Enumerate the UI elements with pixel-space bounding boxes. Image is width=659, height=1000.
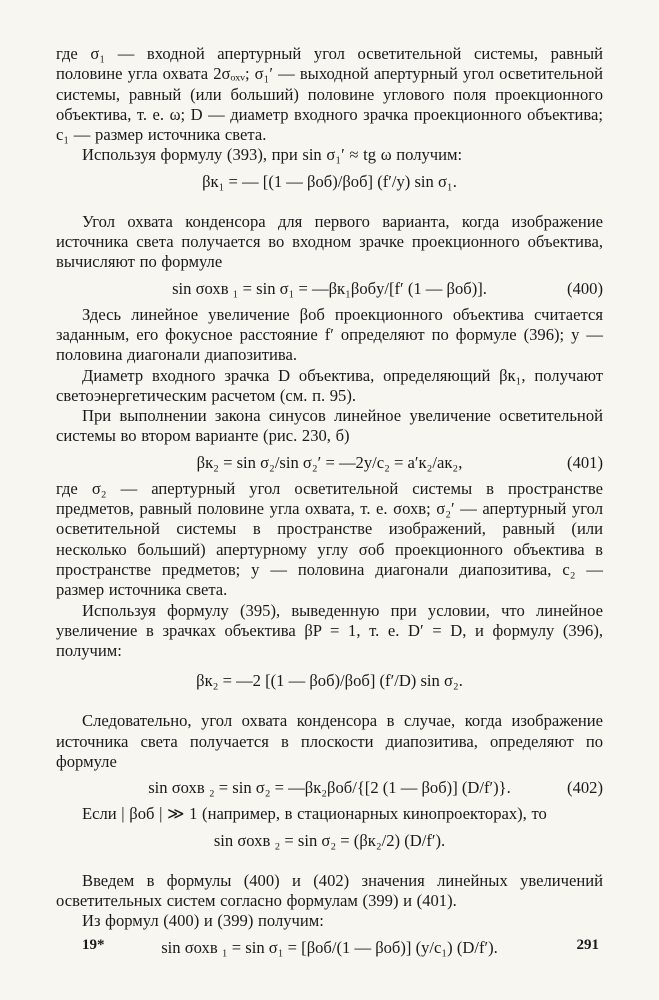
paragraph-9: Следовательно, угол охвата конденсора в случае, когда изображение источника света получается в плоскости диапозитива, определяют по формуле: [56, 711, 603, 772]
formula-402-text: sin σохв ₂ = sin σ₂ = —βк₂βоб/{[2 (1 — βоб)] (D/f′)}.: [148, 778, 511, 798]
formula-401-text: βк₂ = sin σ₂/sin σ₂′ = —2y/c₂ = a′к₂/aк₂,: [196, 452, 463, 472]
paragraph-4: Здесь линейное увеличение βоб проекционного объектива считается заданным, его фокусное расстояние f′ определяют по формуле (396); y — половина диагонали диапозитива.: [56, 304, 603, 365]
formula-4: [56, 671, 603, 691]
formula-400: [56, 279, 603, 299]
formula-7-text: sin σохв ₁ = sin σ₁ = [βоб/(1 — βоб)] (y/c₁) (D/f′).: [161, 937, 498, 957]
paragraph-5: Диаметр входного зрачка D объектива, определяющий βк₁, получают светоэнергетическим расчетом (см. п. 95).: [56, 365, 603, 405]
formula-6-text: sin σохв ₂ = sin σ₂ = (βк₂/2) (D/f′).: [213, 830, 446, 850]
formula-401-number: (401): [567, 452, 603, 472]
paragraph-10: Если | βоб | ≫ 1 (например, в стационарных кинопроекторах), то: [82, 804, 547, 824]
paragraph-11: Введем в формулы (400) и (402) значения линейных увеличений осветительных систем согласно формулам (399) и (401).: [56, 870, 603, 910]
paragraph-8: Используя формулу (395), выведенную при условии, что линейное увеличение в зрачках объектива βP = 1, т. е. D′ = D, и формулу (396), получим:: [56, 600, 603, 661]
paragraph-6: При выполнении закона синусов линейное увеличение осветительной системы во втором варианте (рис. 230, б): [56, 406, 603, 446]
formula-7: [56, 938, 603, 958]
formula-402-number: (402): [567, 778, 603, 798]
paragraph-3: Угол охвата конденсора для первого варианта, когда изображение источника света получается во входном зрачке проекционного объектива, вычисляют по формуле: [56, 211, 603, 272]
formula-6: [56, 831, 603, 851]
formula-1-text: βк₁ = — [(1 — βоб)/βоб] (f′/y) sin σ₁.: [202, 171, 457, 191]
formula-1: [56, 172, 603, 192]
formula-400-text: sin σохв ₁ = sin σ₁ = —βк₁βобy/[f′ (1 — βоб)].: [172, 278, 487, 298]
page-number: 291: [576, 937, 599, 953]
paragraph-12: Из формул (400) и (399) получим:: [82, 911, 324, 931]
formula-400-number: (400): [567, 278, 603, 298]
formula-401: [56, 453, 603, 473]
paragraph-2: Используя формулу (393), при sin σ₁′ ≈ tg ω получим:: [82, 145, 463, 165]
formula-4-text: βк₂ = —2 [(1 — βоб)/βоб] (f′/D) sin σ₂.: [196, 671, 463, 691]
paragraph-1: где σ₁ — входной апертурный угол осветительной системы, равный половине угла охвата 2σₒₓᵥ; σ₁′ — выходной апертурный угол осветительной системы, равный (или больший) половине углового поля проекционного объектива, т. е. ω; D — диаметр входного зрачка проекционного объектива; c₁ — размер источника света.: [56, 44, 603, 145]
paragraph-7: где σ₂ — апертурный угол осветительной системы в пространстве предметов, равный половине угла охвата, т. е. σохв; σ₂′ — апертурный угол осветительной системы в пространстве изображений, равный (или несколько больший) апертурному углу σоб проекционного объектива в пространстве предметов; y — половина диагонали диапозитива, c₂ — размер источника света.: [56, 478, 603, 600]
formula-402: [56, 778, 603, 798]
signature-mark: 19*: [82, 937, 105, 953]
